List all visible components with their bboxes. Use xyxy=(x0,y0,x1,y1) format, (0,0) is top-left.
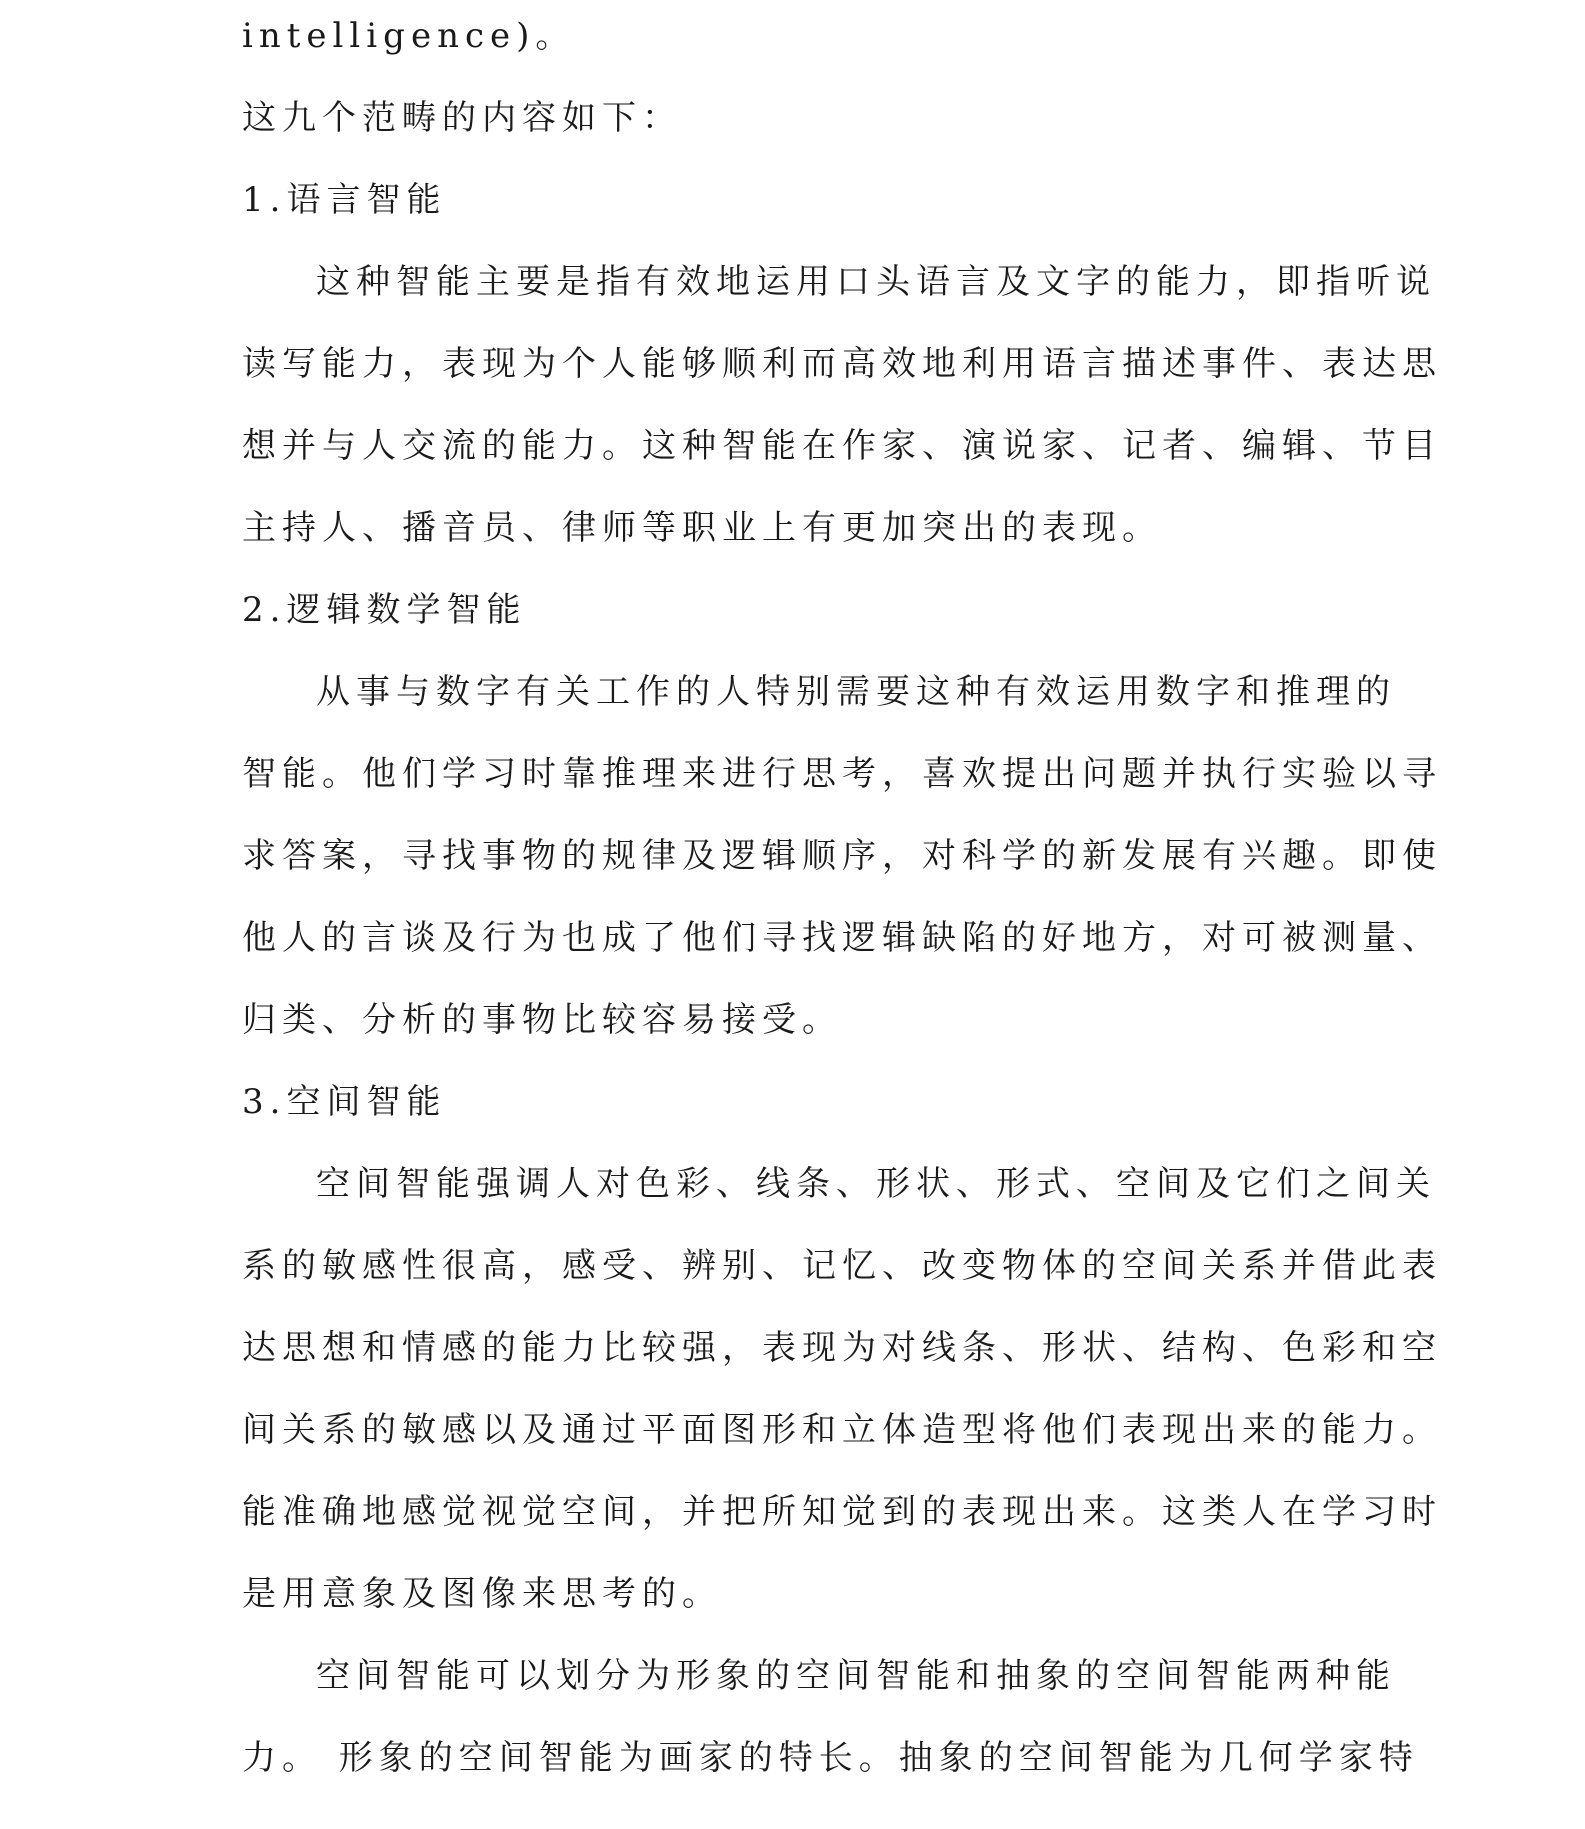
paragraph-line: 达思想和情感的能力比较强，表现为对线条、形状、结构、色彩和空 xyxy=(242,1328,1442,1368)
paragraph-line: 能准确地感觉视觉空间，并把所知觉到的表现出来。这类人在学习时 xyxy=(242,1492,1442,1532)
paragraph-line: 求答案，寻找事物的规律及逻辑顺序，对科学的新发展有兴趣。即使 xyxy=(242,836,1442,876)
paragraph-line: 读写能力，表现为个人能够顺利而高效地利用语言描述事件、表达思 xyxy=(242,344,1442,384)
paragraph-line: 系的敏感性很高，感受、辨别、记忆、改变物体的空间关系并借此表 xyxy=(242,1246,1442,1286)
section-heading-spatial: 3.空间智能 xyxy=(242,1082,447,1122)
paragraph-line: 是用意象及图像来思考的。 xyxy=(242,1574,722,1614)
paragraph-line: 智能。他们学习时靠推理来进行思考，喜欢提出问题并执行实验以寻 xyxy=(242,754,1442,794)
paragraph-line: 他人的言谈及行为也成了他们寻找逻辑缺陷的好地方，对可被测量、 xyxy=(242,918,1442,958)
paragraph-line: 这种智能主要是指有效地运用口头语言及文字的能力，即指听说 xyxy=(316,262,1436,302)
section-heading-logical-mathematical: 2.逻辑数学智能 xyxy=(242,590,527,630)
intro-sentence: 这九个范畴的内容如下： xyxy=(242,98,682,138)
paragraph-line: 归类、分析的事物比较容易接受。 xyxy=(242,1000,842,1040)
paragraph-line: 空间智能强调人对色彩、线条、形状、形式、空间及它们之间关 xyxy=(316,1164,1436,1204)
section-heading-linguistic: 1.语言智能 xyxy=(242,180,447,220)
paragraph-line: 空间智能可以划分为形象的空间智能和抽象的空间智能两种能 xyxy=(316,1656,1396,1696)
text-line-intelligence-closing: intelligence)。 xyxy=(242,16,576,56)
paragraph-line: 力。 形象的空间智能为画家的特长。抽象的空间智能为几何学家特 xyxy=(242,1738,1419,1778)
paragraph-line: 主持人、播音员、律师等职业上有更加突出的表现。 xyxy=(242,508,1162,548)
paragraph-line: 间关系的敏感以及通过平面图形和立体造型将他们表现出来的能力。 xyxy=(242,1410,1442,1450)
paragraph-line: 想并与人交流的能力。这种智能在作家、演说家、记者、编辑、节目 xyxy=(242,426,1442,466)
paragraph-line: 从事与数字有关工作的人特别需要这种有效运用数字和推理的 xyxy=(316,672,1396,712)
